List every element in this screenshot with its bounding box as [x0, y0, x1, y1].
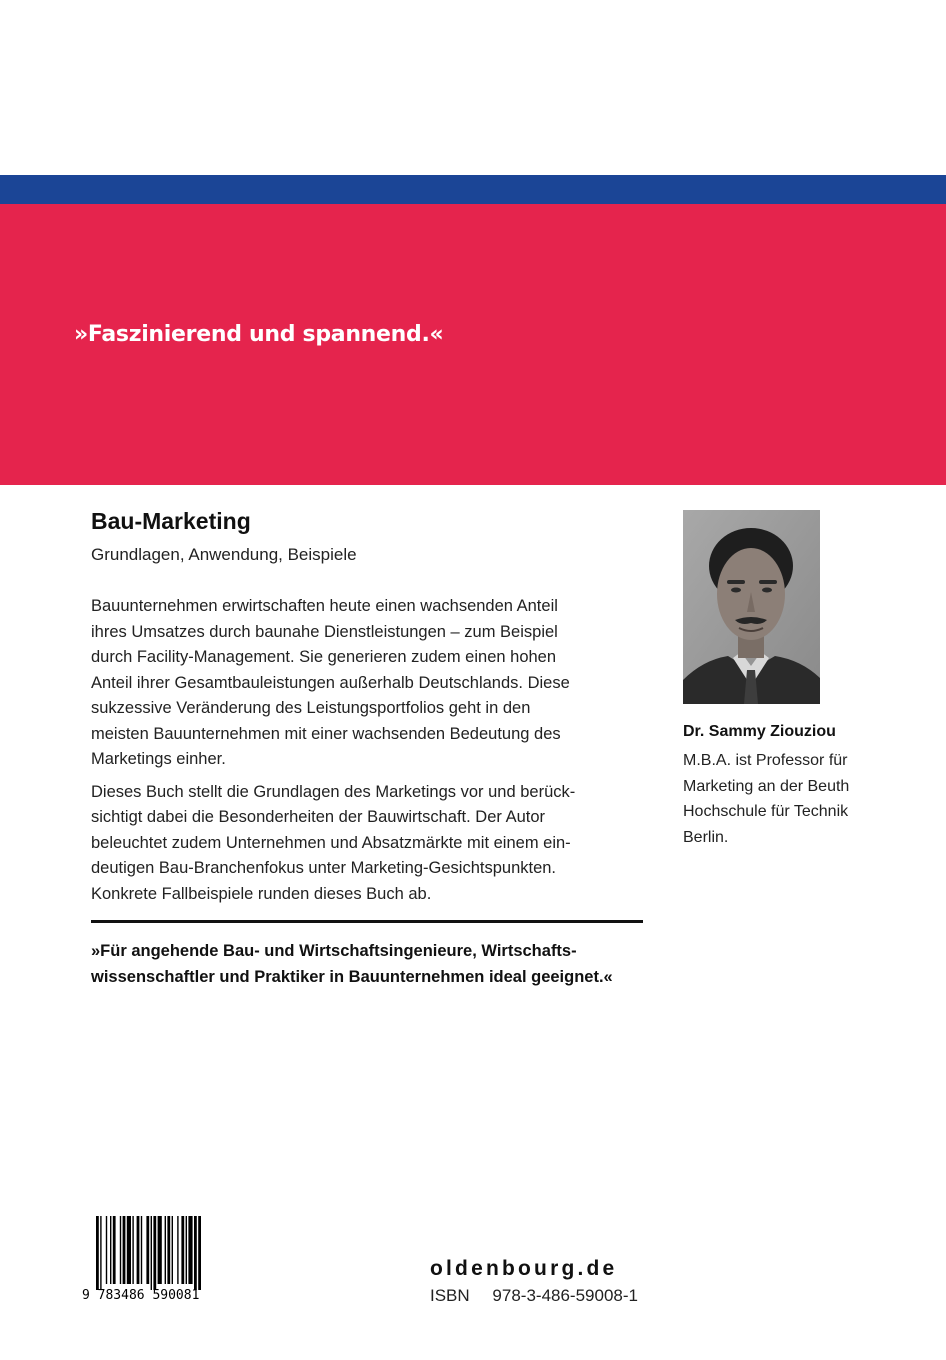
isbn-line: [430, 1286, 638, 1306]
text-line: »Für angehende Bau- und Wirtschaftsingenieure, Wirtschafts-: [91, 942, 577, 960]
barcode-bar: [181, 1216, 184, 1284]
text-line: beleuchtet zudem Unternehmen und Absatzmärkte mit einem ein-: [91, 833, 571, 852]
barcode-bar: [96, 1216, 99, 1290]
text-line: Hochschule für Technik: [683, 803, 849, 820]
barcode-digits: 9 783486 590081: [82, 1288, 200, 1302]
text-line: sichtigt dabei die Besonderheiten der Bauwirtschaft. Der Autor: [91, 808, 546, 826]
barcode-bar: [167, 1216, 170, 1284]
book-title: Bau-Marketing: [91, 508, 251, 534]
text-line: Anteil ihrer Gesamtbauleistungen außerhalb Deutschlands. Diese: [91, 673, 570, 692]
description-paragraph: [91, 780, 651, 908]
author-portrait-image: [683, 510, 820, 704]
barcode-bar: [194, 1216, 197, 1290]
barcode-bar: [106, 1216, 107, 1284]
barcode-bar: [158, 1216, 162, 1284]
isbn-barcode: [80, 1214, 230, 1302]
barcode-bar: [165, 1216, 166, 1284]
barcode-bar: [100, 1216, 101, 1290]
barcode-bar: [127, 1216, 131, 1284]
text-line: sukzessive Veränderung des Leistungsportfolios geht in den: [91, 699, 531, 717]
text-line: meisten Bauunternehmen mit einer wachsenden Bedeutung des: [91, 724, 561, 743]
barcode-bar: [137, 1216, 140, 1284]
publisher-url: oldenbourg.de: [430, 1257, 618, 1280]
barcode-bar: [141, 1216, 142, 1284]
text-line: M.B.A. ist Professor für: [683, 752, 848, 769]
divider-rule: [91, 920, 643, 923]
barcode-bar: [123, 1216, 126, 1284]
barcode-bar: [198, 1216, 201, 1290]
text-line: ihres Umsatzes durch baunahe Dienstleistungen – zum Beispiel: [91, 622, 558, 641]
author-photo: [683, 510, 820, 704]
text-line: Dieses Buch stellt die Grundlagen des Marketings vor und berück-: [91, 782, 576, 801]
text-line: wissenschaftler und Praktiker in Bauunternehmen ideal geeignet.«: [91, 968, 613, 986]
text-line: Marketing an der Beuth: [683, 777, 850, 795]
text-line: Marketings einher.: [91, 750, 226, 768]
cover-quote: »Faszinierend und spannend.«: [74, 322, 444, 347]
barcode-bar: [113, 1216, 116, 1284]
testimonial-quote: [91, 938, 651, 990]
author-bio: [683, 748, 923, 850]
barcode-bar: [132, 1216, 133, 1284]
barcode-bar: [146, 1216, 149, 1284]
text-line: durch Facility-Management. Sie generieren zudem einen hohen: [91, 648, 557, 666]
book-description: [91, 594, 651, 914]
barcode-bar: [172, 1216, 173, 1284]
text-line: Bauunternehmen erwirtschaften heute einen wachsenden Anteil: [91, 597, 558, 615]
author-name: Dr. Sammy Ziouziou: [683, 723, 836, 740]
isbn-label: ISBN: [430, 1286, 470, 1305]
text-line: Konkrete Fallbeispiele runden dieses Buch ab.: [91, 884, 432, 903]
text-line: deutigen Bau-Branchenfokus unter Marketing-Gesichtspunkten.: [91, 859, 557, 877]
book-subtitle: Grundlagen, Anwendung, Beispiele: [91, 545, 357, 564]
barcode-bar: [153, 1216, 156, 1290]
isbn-number: 978-3-486-59008-1: [492, 1286, 638, 1305]
description-paragraph: [91, 594, 651, 773]
barcode-bar: [188, 1216, 192, 1284]
barcode-bar: [120, 1216, 121, 1284]
barcode-bar: [110, 1216, 111, 1284]
barcode-bar: [177, 1216, 178, 1284]
text-line: Berlin.: [683, 828, 729, 846]
top-blue-band: [0, 175, 946, 204]
barcode-bar: [186, 1216, 187, 1284]
barcode-bar: [151, 1216, 152, 1290]
